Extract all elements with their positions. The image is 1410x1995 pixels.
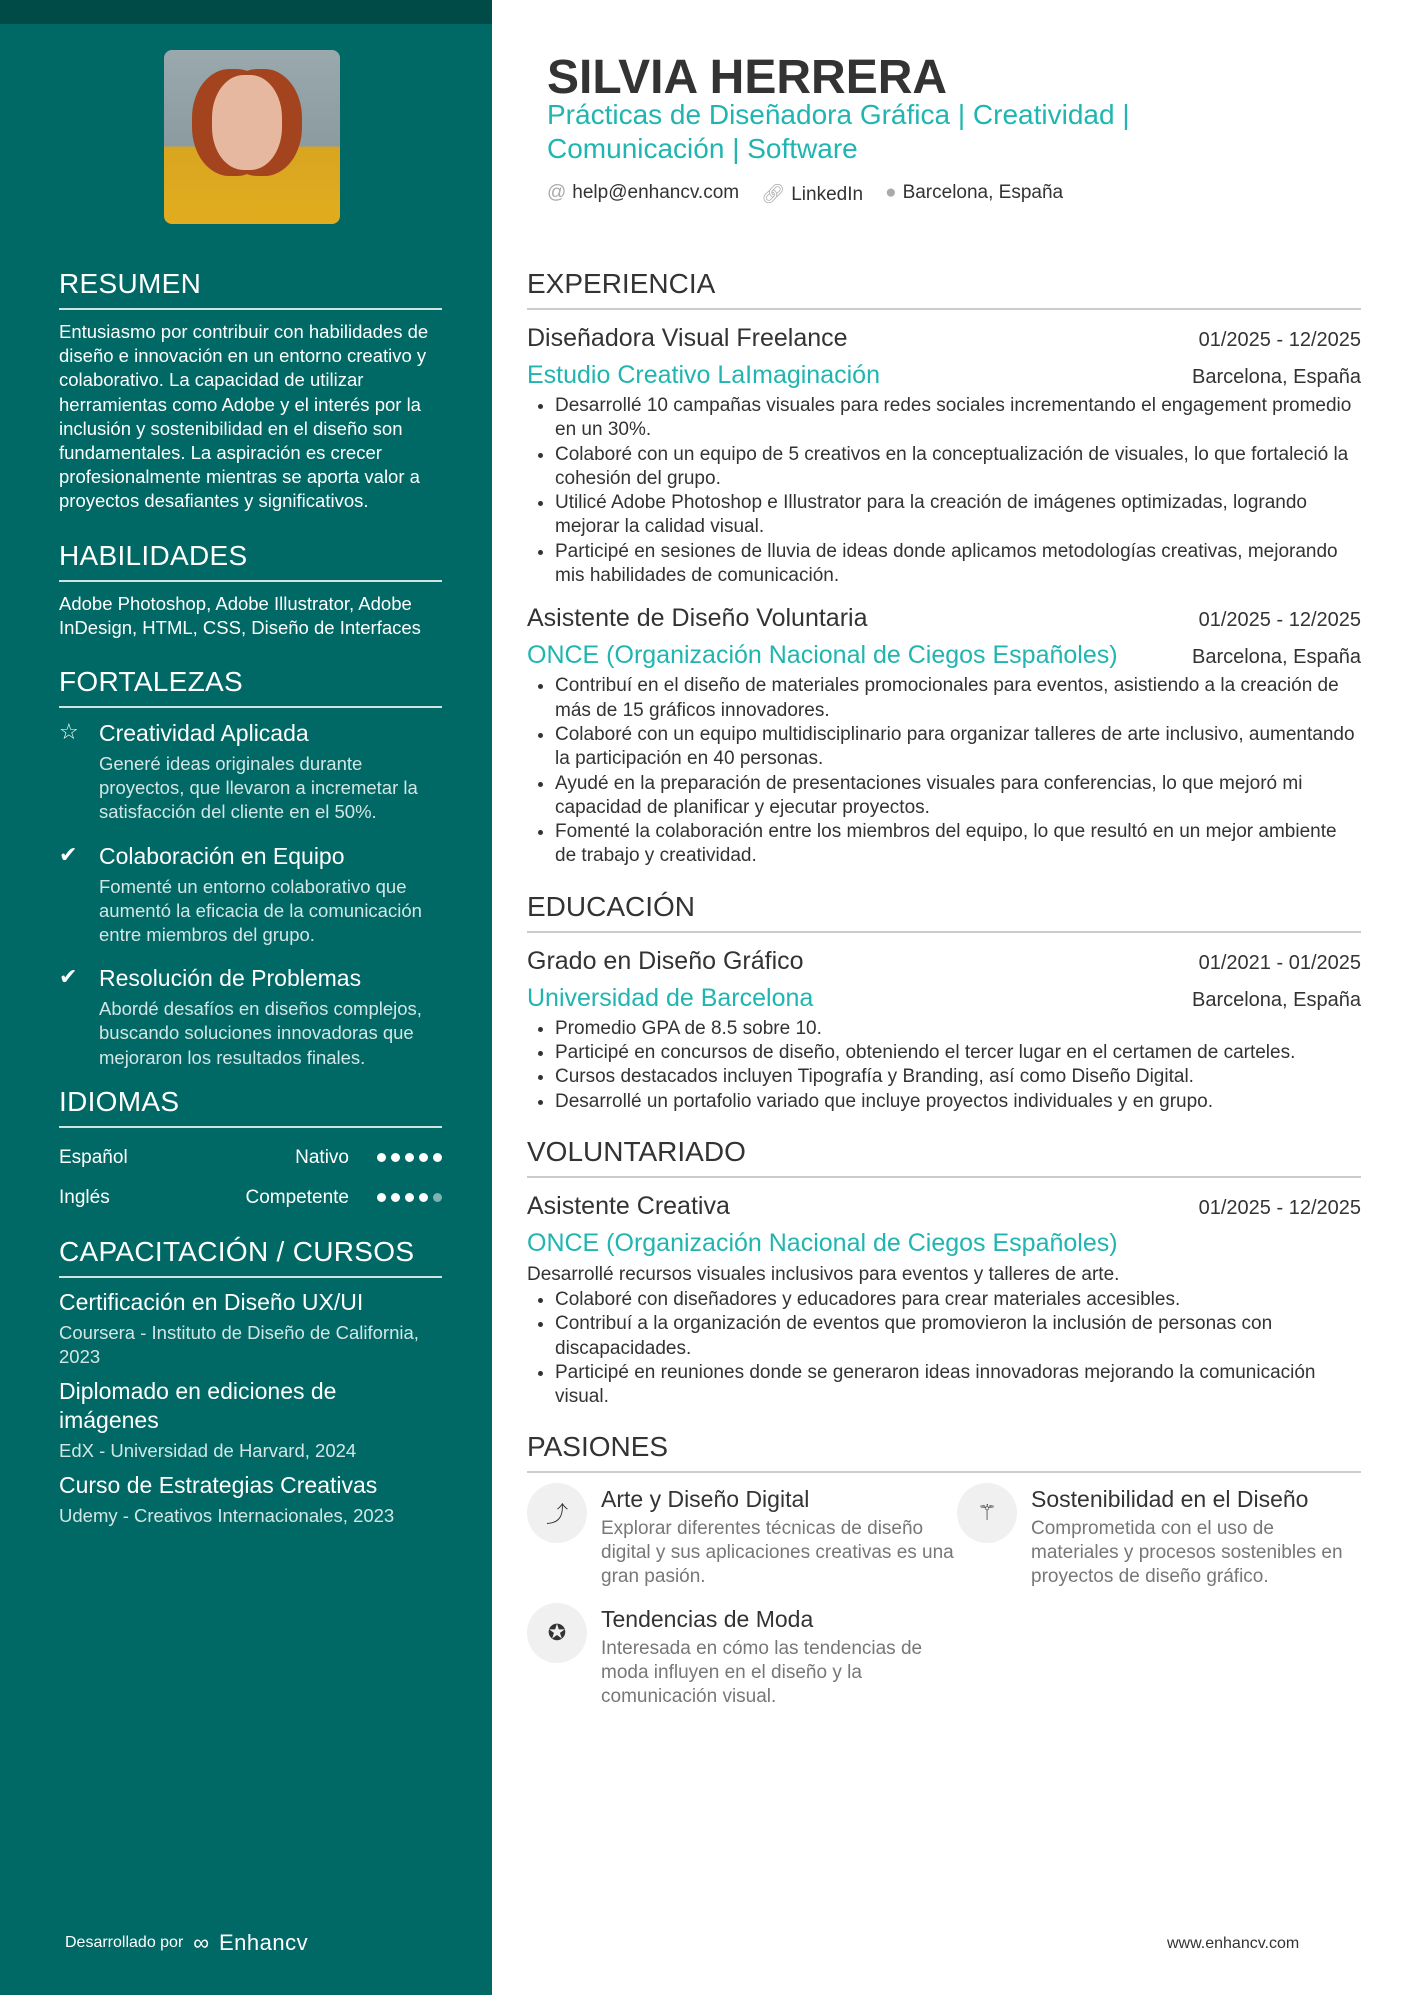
check-icon: ✔	[59, 841, 78, 867]
experience-entry	[527, 320, 1361, 588]
rating-dot	[433, 1193, 442, 1202]
job-title: Diseñadora Visual Freelance	[527, 324, 848, 352]
rating-dot	[391, 1153, 400, 1162]
design-tools-icon: ⤴	[527, 1483, 587, 1543]
job-location: Barcelona, España	[1191, 646, 1361, 669]
rating-dot	[419, 1153, 428, 1162]
experience-entry	[527, 600, 1361, 868]
language-name: Inglés	[59, 1186, 110, 1208]
passion-desc: Explorar diferentes técnicas de diseño digital y sus aplicaciones creativas es una gran pasión.	[601, 1518, 954, 1588]
company-name: ONCE (Organización Nacional de Ciegos Españoles)	[527, 641, 1118, 670]
powered-by-label: Desarrollado por	[65, 1934, 184, 1951]
skills-text: Adobe Photoshop, Adobe Illustrator, Adobe InDesign, HTML, CSS, Diseño de Interfaces	[59, 592, 421, 638]
strength-item	[59, 718, 442, 825]
job-dates: 01/2025 - 12/2025	[1198, 609, 1361, 632]
section-title: HABILIDADES	[59, 540, 442, 582]
job-location: Barcelona, España	[1191, 366, 1361, 388]
bullet: • Fomenté la colaboración entre los miembros del equipo, lo que resultó en un mejor ambiente de trabajo y creatividad.	[555, 820, 1361, 869]
skills-section	[59, 540, 442, 640]
summary-text: Entusiasmo por contribuir con habilidades de diseño e innovación en un entorno creativo y colaborativo. La capacidad de utilizar herramientas como Adobe y el interés por la inclusión y sostenibilidad en el diseño son fundamentales. La aspiración es crecer profesionalmente mientras se aporta valor a proyectos desafiantes y significativos.	[59, 321, 429, 512]
languages-section	[59, 1086, 442, 1218]
job-dates: 01/2025 - 12/2025	[1198, 329, 1361, 351]
bullet: • Cursos destacados incluyen Tipografía y Branding, así como Diseño Digital.	[555, 1065, 1361, 1089]
location-pin-icon: ●	[885, 182, 897, 203]
role-dates: 01/2025 - 12/2025	[1198, 1196, 1361, 1219]
strength-item	[59, 841, 442, 948]
bullet: • Colaboré con un equipo de 5 creativos en la conceptualización de visuales, lo que fortaleció la cohesión del grupo.	[555, 443, 1361, 492]
section-title: RESUMEN	[59, 268, 442, 310]
bullet: • Promedio GPA de 8.5 sobre 10.	[555, 1017, 1361, 1041]
course-title: Curso de Estrategias Creativas	[59, 1471, 378, 1498]
rating-dot	[433, 1153, 442, 1162]
section-title: IDIOMAS	[59, 1086, 442, 1128]
language-level: Competente	[245, 1186, 349, 1208]
footer-url[interactable]: www.enhancv.com	[1167, 1935, 1300, 1952]
language-item	[59, 1138, 442, 1178]
candidate-name: SILVIA HERRERA	[547, 51, 948, 104]
bullet: • Contribuí a la organización de eventos que promovieron la inclusión de personas con discapacidades.	[555, 1312, 1361, 1361]
contact-info	[547, 182, 1063, 206]
course-provider: Udemy - Creativos Internacionales, 2023	[59, 1504, 395, 1526]
at-icon: @	[547, 182, 567, 203]
bullet: • Participé en sesiones de lluvia de ideas donde aplicamos metodologías creativas, mejorando mis habilidades de comunicación.	[555, 540, 1361, 589]
degree-title: Grado en Diseño Gráfico	[527, 946, 804, 975]
linkedin-link[interactable]: LinkedIn	[791, 184, 864, 205]
passion-title: Sostenibilidad en el Diseño	[1031, 1486, 1309, 1513]
summary-section	[59, 268, 442, 514]
section-title: EXPERIENCIA	[527, 268, 1361, 310]
bullet: • Desarrollé un portafolio variado que incluye proyectos individuales y en grupo.	[555, 1090, 1361, 1114]
organization-name: ONCE (Organización Nacional de Ciegos Españoles)	[527, 1228, 1118, 1257]
location-text: Barcelona, España	[902, 182, 1064, 203]
experience-section	[527, 268, 1361, 869]
email-link[interactable]: help@enhancv.com	[572, 182, 740, 203]
strength-desc: Abordé desafíos en diseños complejos, buscando soluciones innovadoras que mejoraron los resultados finales.	[99, 998, 422, 1068]
strength-desc: Generé ideas originales durante proyectos, que llevaron a incremetar la satisfacción del cliente en el 50%.	[99, 753, 418, 823]
bullet-list	[555, 1288, 1361, 1409]
link-icon: 🔗︎	[761, 184, 786, 205]
section-title: FORTALEZAS	[59, 666, 442, 708]
language-name: Español	[59, 1146, 128, 1168]
strengths-section	[59, 666, 442, 1070]
enhancv-logo-icon: ∞	[193, 1930, 209, 1955]
course-title: Certificación en Diseño UX/UI	[59, 1288, 364, 1315]
edu-dates: 01/2021 - 01/2025	[1198, 951, 1361, 974]
strength-title: Colaboración en Equipo	[99, 842, 345, 869]
powered-by	[65, 1930, 308, 1956]
passion-item	[527, 1603, 957, 1709]
section-title: CAPACITACIÓN / CURSOS	[59, 1236, 442, 1278]
profile-photo	[164, 50, 340, 224]
rating-dot	[405, 1153, 414, 1162]
education-section	[527, 891, 1361, 1114]
section-title: VOLUNTARIADO	[527, 1136, 1361, 1178]
strength-desc: Fomenté un entorno colaborativo que aumentó la eficacia de la comunicación entre miembros del grupo.	[99, 875, 422, 946]
bullet: • Desarrollé 10 campañas visuales para redes sociales incrementando el engagement promedio en un 30%.	[555, 394, 1361, 443]
magic-wand-icon: ⚚	[957, 1483, 1017, 1543]
bullet: • Ayudé en la preparación de presentaciones visuales para conferencias, lo que mejoró mi capacidad de planificar y ejecutar proyectos.	[555, 772, 1361, 821]
rating-dot	[377, 1153, 386, 1162]
bullet: • Utilicé Adobe Photoshop e Illustrator para la creación de imágenes optimizadas, logrando mejorar la calidad visual.	[555, 491, 1361, 540]
sidebar	[0, 0, 492, 1995]
course-provider: Coursera - Instituto de Diseño de California, 2023	[59, 1321, 419, 1367]
award-ribbon-icon: ✪	[527, 1603, 587, 1663]
passion-title: Arte y Diseño Digital	[601, 1486, 810, 1513]
section-title: PASIONES	[527, 1431, 1361, 1473]
passion-title: Tendencias de Moda	[601, 1606, 814, 1633]
rating-dot	[405, 1193, 414, 1202]
company-name: Estudio Creativo LaImaginación	[527, 361, 880, 389]
strength-title: Resolución de Problemas	[99, 965, 362, 992]
rating-dots	[377, 1193, 442, 1202]
passion-desc: Interesada en cómo las tendencias de moda influyen en el diseño y la comunicación visual.	[601, 1638, 923, 1708]
job-title: Asistente de Diseño Voluntaria	[527, 604, 868, 633]
passion-item	[957, 1483, 1357, 1589]
bullet: • Colaboré con un equipo multidisciplinario para organizar talleres de arte inclusivo, aumentando la participación en 40 personas.	[555, 723, 1361, 772]
enhancv-logo: Enhancv	[218, 1930, 309, 1955]
strength-title: Creatividad Aplicada	[99, 720, 309, 747]
candidate-role: Prácticas de Diseñadora Gráfica | Creatividad | Comunicación | Software	[547, 99, 1130, 164]
rating-dot	[377, 1193, 386, 1202]
school-name: Universidad de Barcelona	[527, 983, 814, 1012]
bullet-list	[555, 1017, 1361, 1114]
star-icon: ☆	[59, 719, 79, 745]
course-title: Diplomado en ediciones de imágenes	[59, 1377, 337, 1433]
passion-desc: Comprometida con el uso de materiales y procesos sostenibles en proyectos de diseño gráfico.	[1031, 1518, 1343, 1588]
rating-dot	[419, 1193, 428, 1202]
language-item	[59, 1178, 442, 1218]
bullet: • Contribuí en el diseño de materiales promocionales para eventos, asistiendo a la creación de más de 15 gráficos innovadores.	[555, 674, 1361, 723]
check-icon: ✔	[59, 964, 78, 990]
bullet-list	[555, 674, 1361, 868]
passions-section	[527, 1431, 1361, 1709]
role-title: Asistente Creativa	[527, 1191, 730, 1220]
rating-dots	[377, 1153, 442, 1162]
bullet: • Participé en concursos de diseño, obteniendo el tercer lugar en el certamen de carteles.	[555, 1041, 1361, 1065]
courses-section	[59, 1236, 442, 1528]
sidebar-top-band	[0, 0, 492, 24]
language-level: Nativo	[295, 1146, 349, 1168]
passion-item	[527, 1483, 957, 1589]
volunteering-section	[527, 1136, 1361, 1409]
course-provider: EdX - Universidad de Harvard, 2024	[59, 1439, 357, 1461]
role-summary: Desarrollé recursos visuales inclusivos para eventos y talleres de arte.	[527, 1263, 1120, 1285]
strength-item	[59, 963, 442, 1070]
edu-location: Barcelona, España	[1191, 988, 1361, 1011]
rating-dot	[391, 1193, 400, 1202]
bullet: • Participé en reuniones donde se generaron ideas innovadoras mejorando la comunicación visual.	[555, 1361, 1361, 1410]
bullet-list	[555, 394, 1361, 588]
section-title: EDUCACIÓN	[527, 891, 1361, 933]
bullet: • Colaboré con diseñadores y educadores para crear materiales accesibles.	[555, 1288, 1361, 1312]
